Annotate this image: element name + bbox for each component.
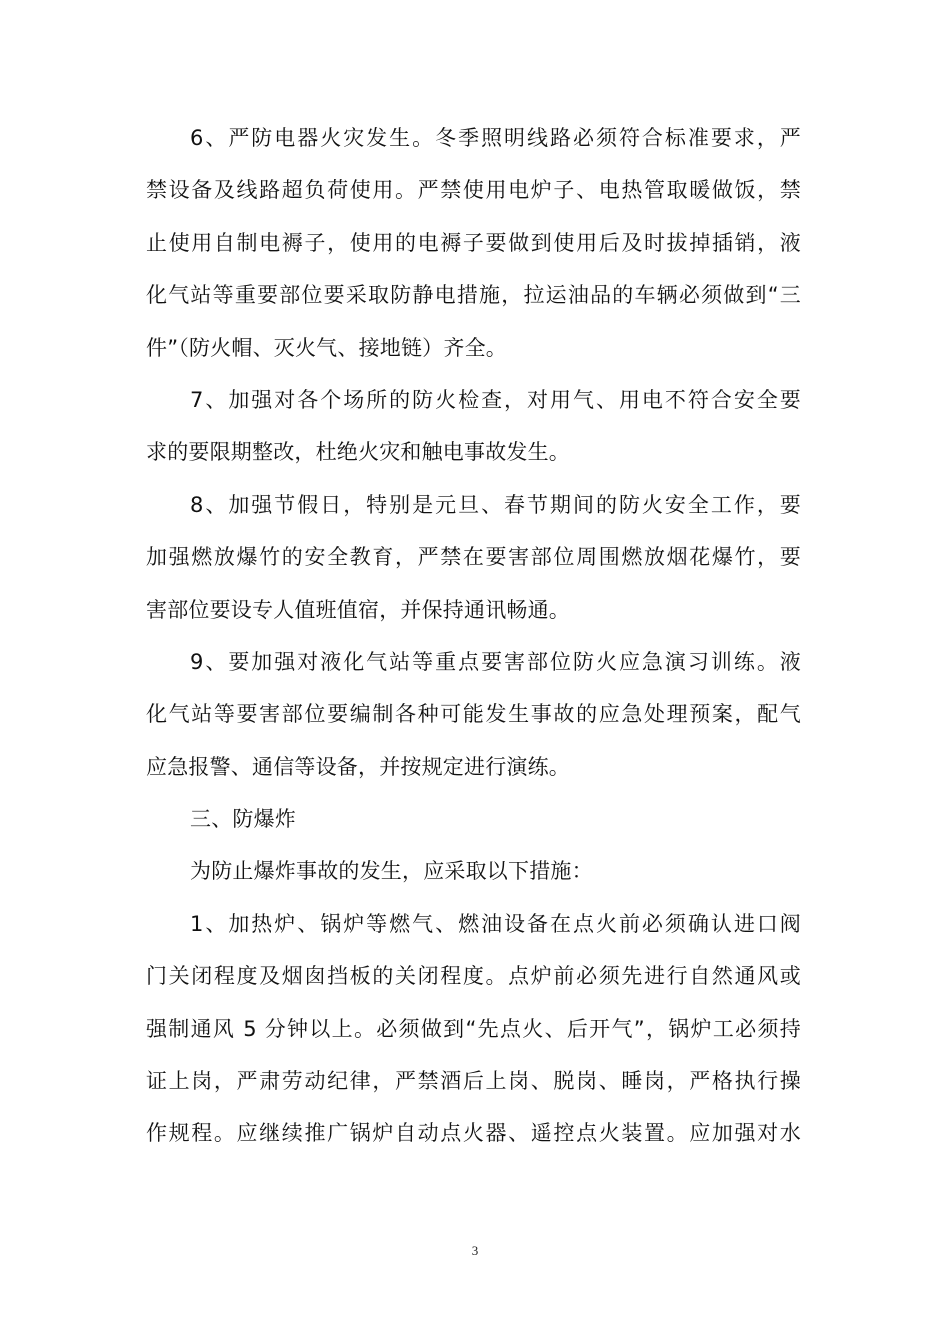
paragraph-6-line-4: 化气站等重要部位要采取防静电措施，拉运油品的车辆必须做到“三 bbox=[146, 283, 801, 308]
paragraph-8-line-2: 加强燃放爆竹的安全教育，严禁在要害部位周围燃放烟花爆竹，要 bbox=[146, 545, 801, 570]
paragraph-7-line-2: 求的要限期整改，杜绝火灾和触电事故发生。 bbox=[146, 440, 570, 465]
paragraph-9-line-3: 应急报警、通信等设备，并按规定进行演练。 bbox=[146, 754, 570, 779]
section-intro: 为防止爆炸事故的发生，应采取以下措施： bbox=[190, 859, 593, 884]
paragraph-1-line-2: 门关闭程度及烟囱挡板的关闭程度。点炉前必须先进行自然通风或 bbox=[146, 964, 801, 989]
paragraph-1-line-3: 强制通风 5 分钟以上。必须做到“先点火、后开气”，锅炉工必须持 bbox=[146, 1016, 801, 1041]
paragraph-1-line-5: 作规程。应继续推广锅炉自动点火器、遥控点火装置。应加强对水 bbox=[146, 1121, 801, 1146]
section-heading-explosion-prevention: 三、防爆炸 bbox=[190, 807, 296, 832]
document-body bbox=[146, 112, 801, 1160]
paragraph-7-line-1: 7、加强对各个场所的防火检查，对用气、用电不符合安全要 bbox=[190, 387, 801, 412]
paragraph-1-line-4: 证上岗，严肃劳动纪律，严禁酒后上岗、脱岗、睡岗，严格执行操 bbox=[146, 1069, 801, 1094]
paragraph-8-line-3: 害部位要设专人值班值宿，并保持通讯畅通。 bbox=[146, 597, 570, 622]
paragraph-9-line-1: 9、要加强对液化气站等重点要害部位防火应急演习训练。液 bbox=[190, 649, 801, 674]
page-number: 3 bbox=[471, 1243, 479, 1258]
paragraph-8-line-1: 8、加强节假日，特别是元旦、春节期间的防火安全工作，要 bbox=[190, 492, 801, 517]
paragraph-9-line-2: 化气站等要害部位要编制各种可能发生事故的应急处理预案，配气 bbox=[146, 702, 801, 727]
paragraph-6-line-1: 6、严防电器火灾发生。冬季照明线路必须符合标准要求，严 bbox=[190, 126, 801, 150]
paragraph-1-line-1: 1、加热炉、锅炉等燃气、燃油设备在点火前必须确认进口阀 bbox=[190, 911, 801, 936]
paragraph-6-line-3: 止使用自制电褥子，使用的电褥子要做到使用后及时拔掉插销，液 bbox=[146, 230, 801, 255]
paragraph-6-line-5: 件”（防火帽、灭火气、接地链）齐全。 bbox=[146, 335, 507, 360]
paragraph-6-line-2: 禁设备及线路超负荷使用。严禁使用电炉子、电热管取暖做饭，禁 bbox=[146, 178, 801, 203]
